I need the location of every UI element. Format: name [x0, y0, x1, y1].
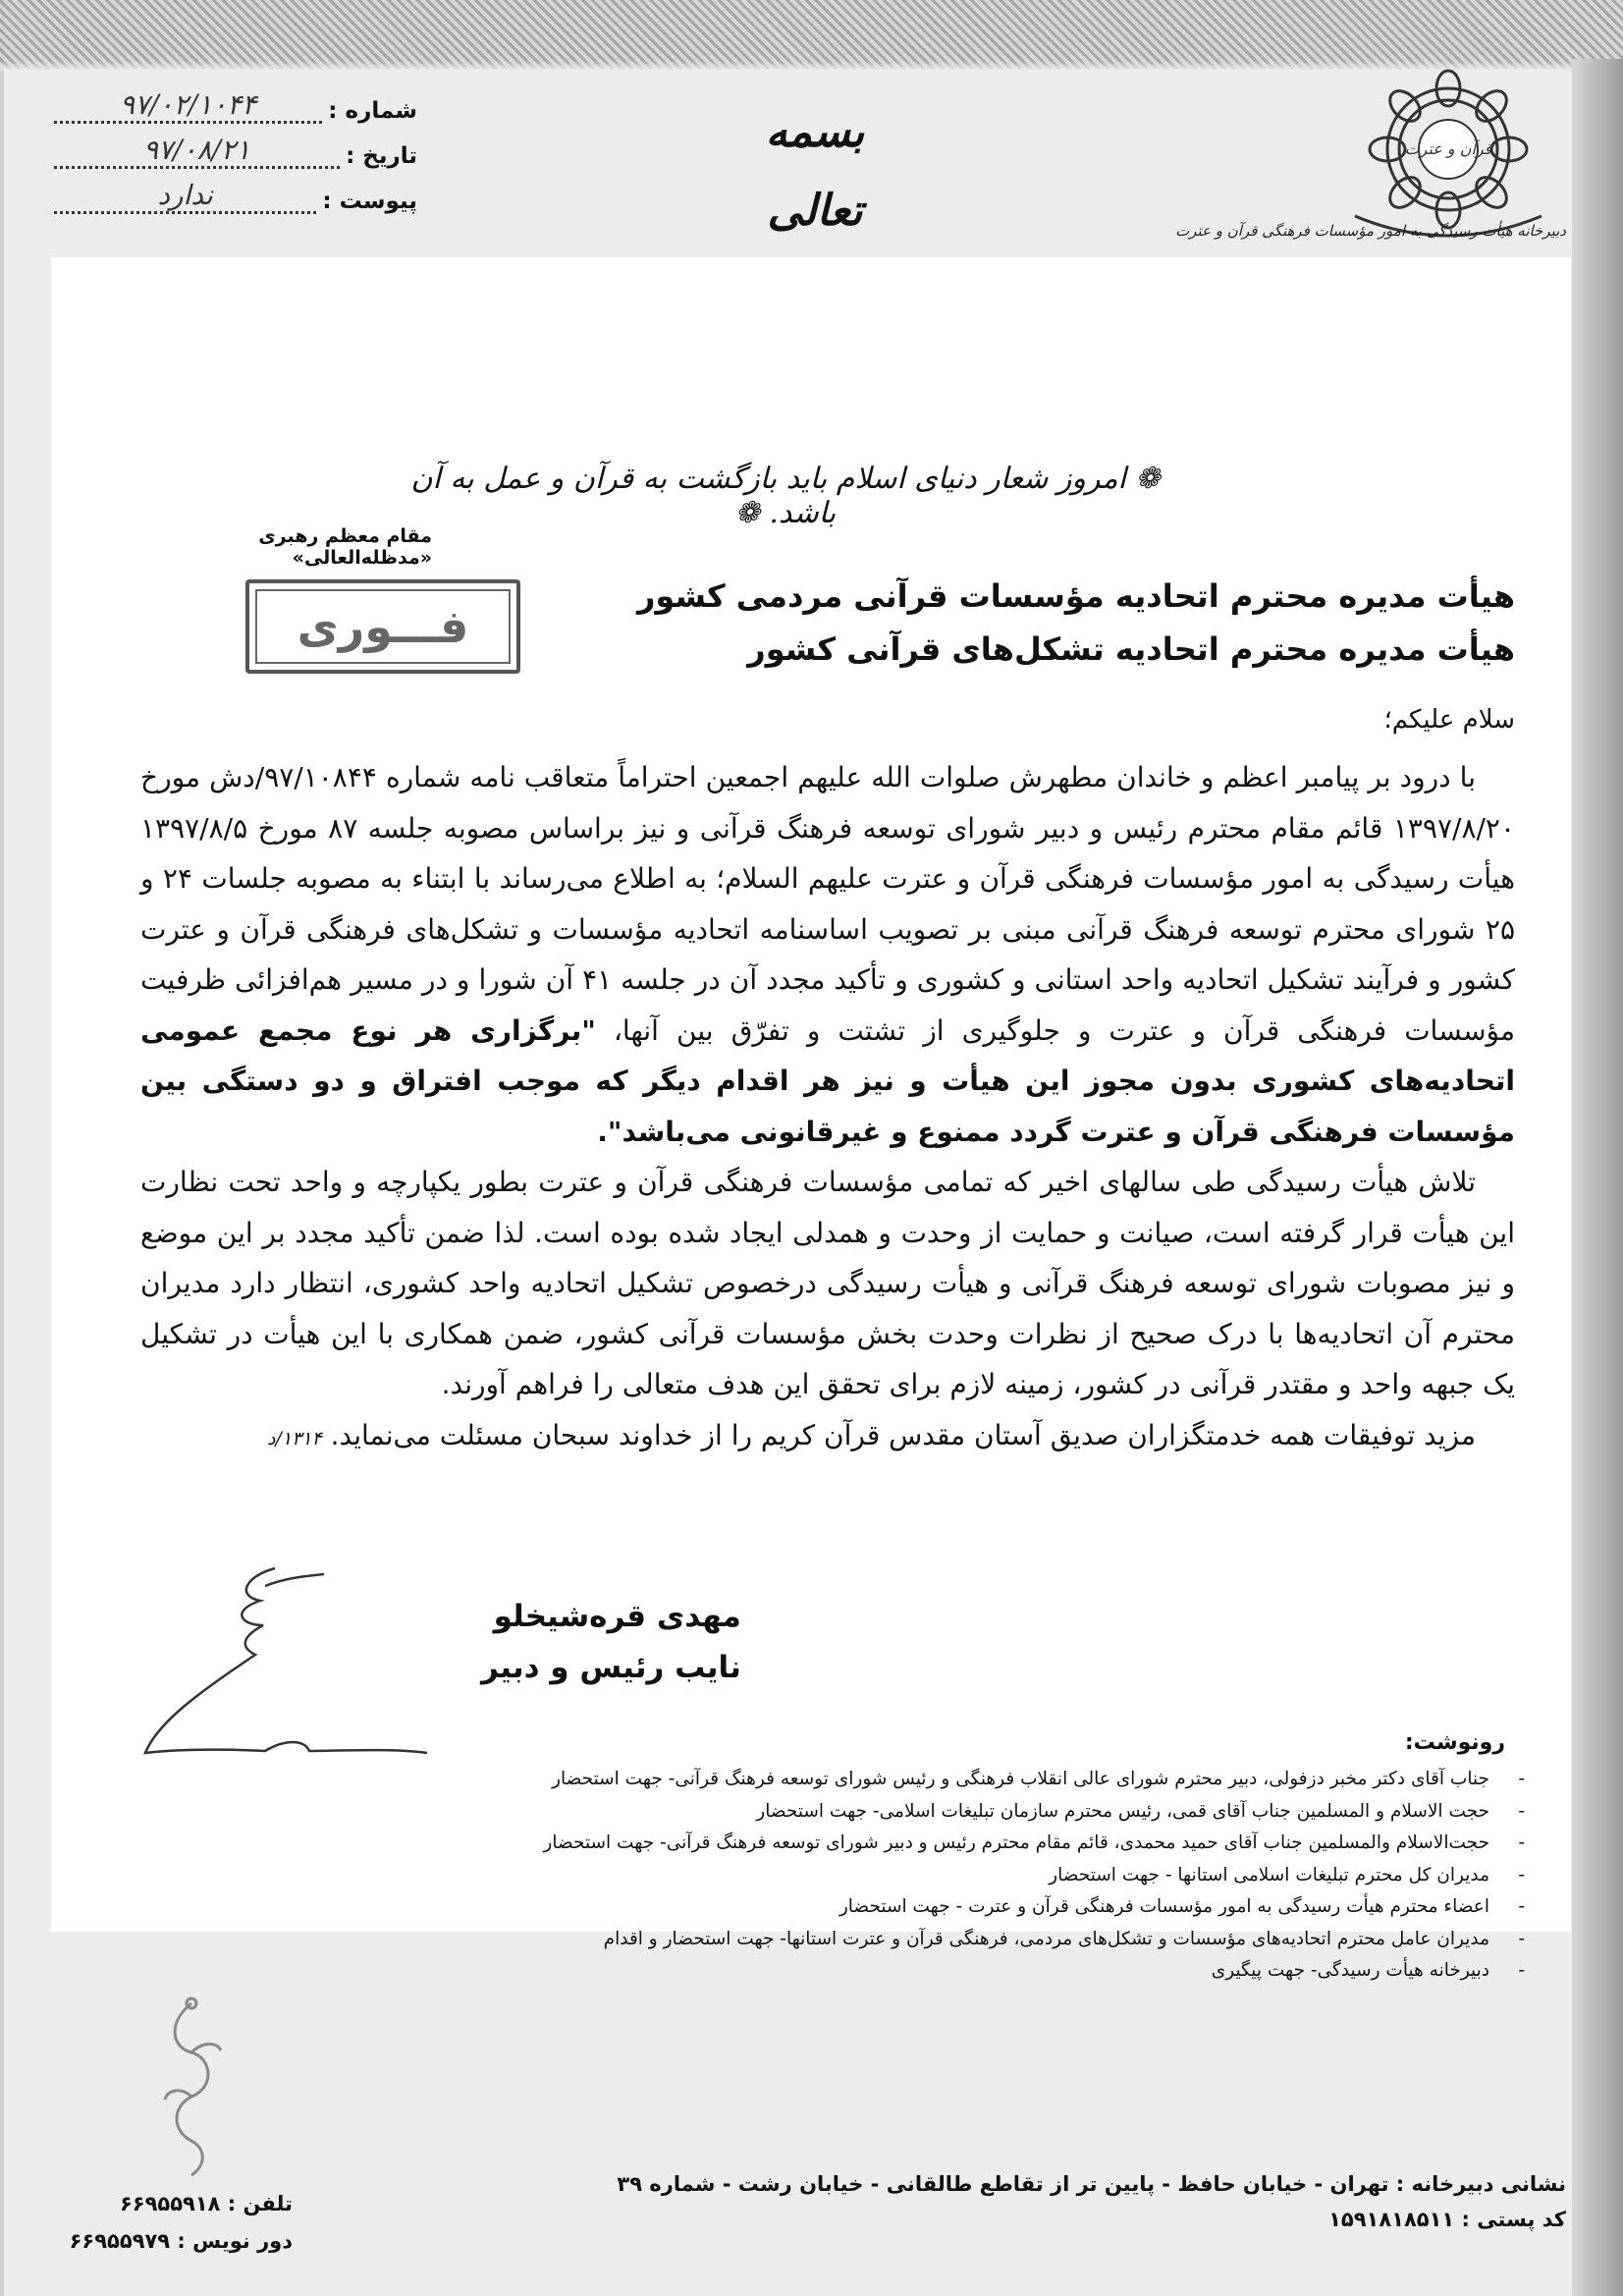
motto-text: امروز شعار دنیای اسلام باید بازگشت به قرآن و عمل به آن باشد.: [410, 462, 1126, 530]
signature-block: [481, 1591, 741, 1693]
motto-ornament-icon: ❁: [734, 496, 770, 530]
cc-item: - دبیرخانه هیأت رسیدگی- جهت پیگیری: [298, 1955, 1525, 1988]
cc-item: - حجت الاسلام و المسلمین جناب آقای قمی، رئیس محترم سازمان تبلیغات اسلامی- جهت استحضار: [298, 1796, 1525, 1829]
logo-caption: دبیرخانه هیأت رسیدگی به امور مؤسسات فرهنگی قرآن و عترت: [1175, 222, 1566, 240]
recipients: [637, 570, 1515, 676]
meta-attachment-value: ندارد: [54, 181, 316, 214]
handwritten-signature-icon: [137, 1557, 432, 1782]
motto-ornament-icon: ❁: [1125, 462, 1161, 496]
leader-motto: [393, 462, 1178, 530]
meta-number-value: ۹۷/۰۲/۱۰۴۴: [54, 90, 322, 124]
meta-date-value: ۹۷/۰۸/۲۱: [54, 136, 340, 169]
letter-paragraph-3: [140, 1410, 1515, 1465]
bismillah-calligraphy: [722, 93, 908, 236]
recipient-line: هیأت مدیره محترم اتحادیه تشکل‌های قرآنی کشور: [747, 630, 1515, 668]
cc-list: [298, 1764, 1525, 1988]
letter-meta: [54, 79, 417, 214]
cc-item: - مدیران کل محترم تبلیغات اسلامی استانها - جهت استحضار: [298, 1860, 1525, 1892]
signer-title: نایب رئیس و دبیر: [481, 1650, 741, 1685]
salutation: سلام علیکم؛: [1383, 705, 1515, 735]
footer-postal-code: کد پستی : ۱۵۹۱۸۱۸۵۱۱: [1328, 2208, 1566, 2231]
cc-item: - جناب آقای دکتر مخبر دزفولی، دبیر محترم شورای عالی انقلاب فرهنگی و رئیس شورای توسعه فرهنگ قرآنی- جهت استحضار: [298, 1764, 1525, 1796]
reference-number: ۱۳۱۴/د: [267, 1427, 322, 1449]
letter-body: [140, 752, 1515, 1464]
calligraphy-ornament-icon: [147, 1994, 236, 2180]
meta-date-row: [54, 124, 417, 169]
cc-title: رونوشت:: [1404, 1730, 1505, 1755]
footer-fax: دور نویس : ۶۶۹۵۵۹۷۹: [69, 2229, 293, 2253]
urgent-stamp-text: فـــوری: [297, 600, 469, 653]
meta-attachment-row: [54, 169, 417, 214]
recipient-line: هیأت مدیره محترم اتحادیه مؤسسات قرآنی مردمی کشور: [637, 577, 1515, 615]
footer-contact: [57, 2185, 293, 2260]
footer-address: نشانی دبیرخانه : تهران - خیابان حافظ - پایین تر از تقاطع طالقانی - خیابان رشت - شماره ۳۹: [617, 2172, 1566, 2196]
meta-number-row: [54, 79, 417, 124]
meta-number-label: شماره :: [328, 98, 417, 124]
meta-attachment-label: پیوست :: [322, 189, 417, 214]
scan-edge-strip: [1572, 59, 1623, 2296]
paragraph-1-text: با درود بر پیامبر اعظم و خاندان مطهرش صلوات الله علیهم اجمعین احتراماً متعاقب نامه شماره ۹۷/۱۰۸۴۴/دش مورخ ۱۳۹۷/۸/۲۰ قائم مقام محترم رئیس و دبیر شورای توسعه فرهنگ قرآنی و نیز براساس مصوبه جلسه ۸۷ مورخ ۱۳۹۷/۸/۵ هیأت رسیدگی به امور مؤسسات فرهنگی قرآن و عترت علیهم السلام؛ به اطلاع می‌رساند با ابتناء به مصوبه جلسات ۲۴ و ۲۵ شورای محترم توسعه فرهنگ قرآنی مبنی بر تصویب اساسنامه اتحادیه مؤسسات و تشکل‌های فرهنگی قرآن و عترت کشور و فرآیند تشکیل اتحادیه واحد استانی و کشوری و تأکید مجدد آن در جلسه ۴۱ آن شورا و در مسیر هم‌افزائی ظرفیت مؤسسات فرهنگی قرآن و عترت و جلوگیری از تشتت و تفرّق بین آنها،: [140, 761, 1516, 1047]
bismillah-text: بسمه تعالی: [765, 107, 865, 236]
cc-item: - حجت‌الاسلام والمسلمین جناب آقای حمید محمدی، قائم مقام محترم رئیس و دبیر شورای توسعه فرهنگ قرآنی- جهت استحضار: [298, 1828, 1525, 1860]
footer-phone: تلفن : ۶۶۹۵۵۹۱۸: [119, 2192, 293, 2215]
cc-item: - اعضاء محترم هیأت رسیدگی به امور مؤسسات فرهنگی قرآن و عترت - جهت استحضار: [298, 1891, 1525, 1924]
paragraph-1-bold-directive: "برگزاری هر نوع مجمع عمومی اتحادیه‌های کشوری بدون مجوز این هیأت و نیز هر اقدام دیگر که موجب افتراق و دو دستگی بین مؤسسات فرهنگی قرآن و عترت گردد ممنوع و غیرقانونی می‌باشد".: [140, 1013, 1515, 1148]
signer-name: مهدی قره‌شیخلو: [493, 1599, 741, 1634]
logo-text: قرآن و عترت: [1404, 138, 1492, 158]
paragraph-3-text: مزید توفیقات همه خدمتگزاران صدیق آستان مقدس قرآن کریم را از خداوند سبحان مسئلت می‌نماید.: [330, 1418, 1476, 1451]
meta-date-label: تاریخ :: [346, 143, 417, 169]
motto-source: مقام معظم رهبری «مدظله‌العالی»: [258, 525, 432, 569]
cc-item: - مدیران عامل محترم اتحادیه‌های مؤسسات و تشکل‌های مردمی، فرهنگی قرآن و عترت استانها- جهت استحضار و اقدام: [298, 1924, 1525, 1956]
scan-edge-band: [0, 0, 1623, 71]
letter-paragraph-2: تلاش هیأت رسیدگی طی سالهای اخیر که تمامی مؤسسات فرهنگی قرآن و عترت بطور یکپارچه و واحد تحت نظارت این هیأت قرار گرفته است، صیانت و حمایت از وحدت و همدلی ایجاد شده بوده است. لذا ضمن تأکید مجدد بر این موضع و نیز مصوبات شورای توسعه فرهنگ قرآنی و هیأت رسیدگی درخصوص تشکیل اتحادیه واحد کشوری، انتظار دارد مدیران محترم آن اتحادیه‌ها با درک صحیح از نظرات وحدت بخش مؤسسات قرآنی کشور، ضمن همکاری با این هیأت در تشکیل یک جبهه واحد و مقتدر قرآنی در کشور، زمینه لازم برای تحقق این هدف متعالی را فراهم آورند.: [140, 1166, 1515, 1400]
urgent-stamp: [245, 579, 520, 674]
letter-paragraph-1: [140, 752, 1515, 1157]
